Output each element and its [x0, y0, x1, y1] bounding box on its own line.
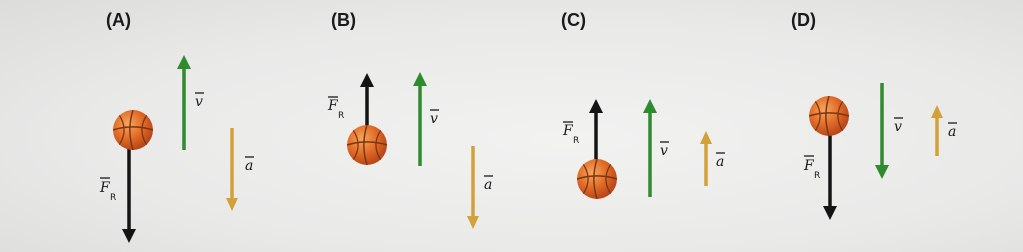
svg-text:a: a [948, 124, 957, 140]
svg-text:R: R [338, 111, 345, 121]
svg-text:R: R [814, 171, 821, 181]
svg-text:a: a [484, 177, 493, 193]
svg-text:F: F [100, 180, 110, 196]
panel-a-basketball [113, 110, 153, 150]
svg-text:v: v [894, 119, 902, 135]
panel-a-acceleration-arrow [226, 128, 238, 211]
panel-d-acceleration-label [948, 123, 957, 140]
panel-d-force-label [803, 156, 820, 181]
panel-d-acceleration-arrow [931, 105, 943, 156]
panel-c-basketball [577, 159, 617, 199]
svg-text:F: F [328, 98, 338, 114]
panel-b-label: (B) [331, 10, 356, 30]
svg-text:a: a [245, 158, 254, 174]
panel-b-acceleration-arrow [467, 146, 479, 229]
svg-text:v: v [430, 111, 438, 127]
panel-a-velocity-label [195, 93, 204, 110]
panel-c [561, 10, 725, 199]
panel-a-label: (A) [106, 10, 131, 30]
panel-b-basketball [347, 125, 387, 165]
panel-d-label: (D) [791, 10, 816, 30]
panel-c-acceleration-arrow [700, 131, 712, 186]
panel-a [99, 10, 254, 243]
svg-text:F: F [804, 158, 814, 174]
panel-b-force-label [327, 97, 344, 121]
svg-text:a: a [716, 154, 725, 170]
panel-b-acceleration-label [484, 176, 493, 193]
panel-b-velocity-arrow [413, 72, 427, 166]
panel-d-basketball [809, 96, 849, 136]
svg-text:F: F [563, 123, 573, 139]
svg-text:R: R [573, 136, 580, 146]
panel-c-force-label [562, 122, 579, 146]
panel-c-velocity-label [660, 142, 669, 159]
svg-text:R: R [110, 193, 117, 203]
panel-a-velocity-arrow [177, 55, 191, 150]
panel-a-acceleration-label [245, 157, 254, 174]
panel-d-velocity-arrow [875, 83, 889, 179]
svg-text:v: v [195, 94, 203, 110]
panel-b [327, 10, 493, 229]
panel-c-velocity-arrow [643, 99, 657, 197]
panel-a-force-label [99, 178, 116, 203]
panel-c-acceleration-label [716, 153, 725, 170]
svg-text:v: v [660, 143, 668, 159]
panel-c-label: (C) [561, 10, 586, 30]
panel-b-velocity-label [430, 110, 439, 127]
panel-d [791, 10, 957, 220]
panel-d-velocity-label [894, 118, 903, 135]
